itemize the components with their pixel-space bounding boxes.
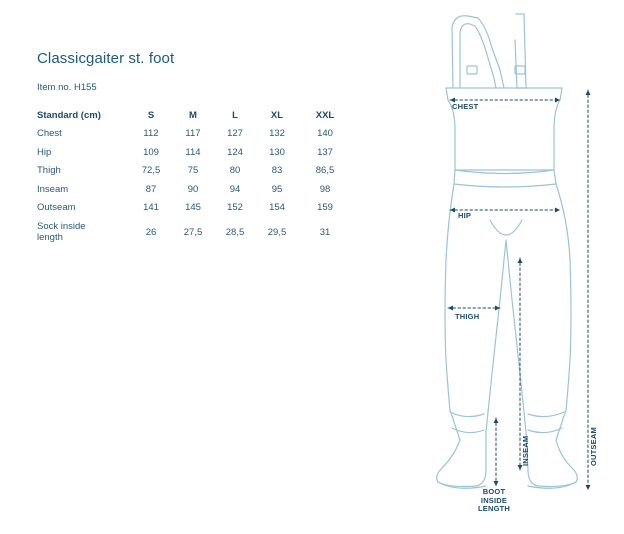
row-label: Outseam [37, 202, 76, 214]
table-row [33, 180, 349, 199]
right-boot-top [528, 412, 564, 417]
left-suspender-inner [460, 24, 496, 88]
table-cell: 31 [319, 226, 331, 238]
table-header-label: Standard (cm) [37, 109, 101, 121]
table-cell: 117 [185, 128, 201, 140]
table-cell: 90 [187, 183, 199, 195]
table-cell: 94 [229, 183, 241, 195]
table-cell: 26 [145, 226, 157, 238]
boot-arrow-top [494, 418, 499, 423]
table-cell: 109 [143, 146, 159, 158]
table-cell: 83 [271, 165, 283, 177]
measurement-arrowheads [448, 90, 591, 490]
table-cell: 75 [187, 165, 199, 177]
table-row [33, 125, 349, 144]
table-cell: 154 [269, 202, 285, 214]
table-row [33, 162, 349, 181]
right-suspender [515, 14, 526, 88]
table-cell: 28,5 [225, 226, 245, 238]
boot-label-line3: LENGTH [478, 504, 511, 513]
size-header-m: M [189, 109, 197, 121]
legs-outline [437, 184, 578, 487]
row-label: Chest [37, 128, 62, 140]
table-cell: 114 [185, 146, 201, 158]
table-cell: 140 [317, 128, 333, 140]
table-row [33, 143, 349, 162]
hip-label: HIP [458, 211, 472, 220]
product-title: Classicgaiter st. foot [37, 50, 175, 67]
table-cell: 80 [229, 165, 241, 177]
boot-arrow-bottom [494, 481, 499, 486]
thigh-arrow-left [448, 306, 453, 311]
table-cell: 87 [145, 183, 157, 195]
boot-label-line2: INSIDE [480, 495, 508, 505]
table-cell: 27,5 [183, 226, 203, 238]
table-cell: 86,5 [315, 165, 335, 177]
right-boot-mid [528, 428, 562, 433]
table-cell: 29,5 [267, 226, 287, 238]
table-cell: 98 [319, 183, 331, 195]
chest-label: CHEST [452, 102, 479, 111]
table-cell: 137 [317, 146, 333, 158]
crotch-seam [490, 220, 522, 235]
table-cell: 127 [227, 128, 243, 140]
size-header-xl: XL [270, 109, 284, 121]
table-cell: 72,5 [141, 165, 161, 177]
table-cell: 159 [317, 202, 333, 214]
inseam-label: INSEAM [521, 435, 530, 466]
table-cell: 130 [269, 146, 285, 158]
row-label [33, 217, 133, 247]
boot-label-line1: BOOT [482, 487, 506, 496]
thigh-label: THIGH [455, 312, 480, 321]
table-row [33, 199, 349, 218]
outseam-label: OUTSEAM [589, 427, 598, 466]
row-label: Inseam [37, 183, 69, 195]
row-label-line2: length [37, 232, 63, 243]
table-cell: 112 [143, 128, 159, 140]
hip-arrow-right [555, 208, 560, 213]
measurement-lines [448, 90, 588, 490]
table-cell: 152 [227, 202, 243, 214]
wader-measurement-diagram [420, 0, 624, 529]
table-cell: 132 [269, 128, 285, 140]
size-table [33, 106, 349, 247]
left-buckle [467, 66, 477, 74]
size-header-s: S [147, 109, 155, 121]
left-boot-top [450, 412, 484, 417]
inseam-arrow-top [518, 258, 523, 263]
item-number: Item no. H155 [37, 82, 97, 93]
size-header-l: L [232, 109, 238, 121]
row-label: Hip [37, 146, 52, 158]
waist-belt [454, 170, 556, 187]
table-cell: 124 [227, 146, 243, 158]
table-cell: 141 [143, 202, 159, 214]
size-table-header-row [33, 106, 349, 125]
row-label-line1: Sock inside [37, 221, 86, 232]
table-cell: 145 [185, 202, 201, 214]
outseam-arrow-top [586, 90, 591, 95]
table-cell: 95 [271, 183, 283, 195]
boot-inside-length-label [478, 488, 510, 514]
size-header-xxl: XXL [315, 109, 335, 121]
row-label: Thigh [37, 165, 61, 177]
table-row [33, 217, 349, 247]
outseam-arrow-bottom [586, 485, 591, 490]
